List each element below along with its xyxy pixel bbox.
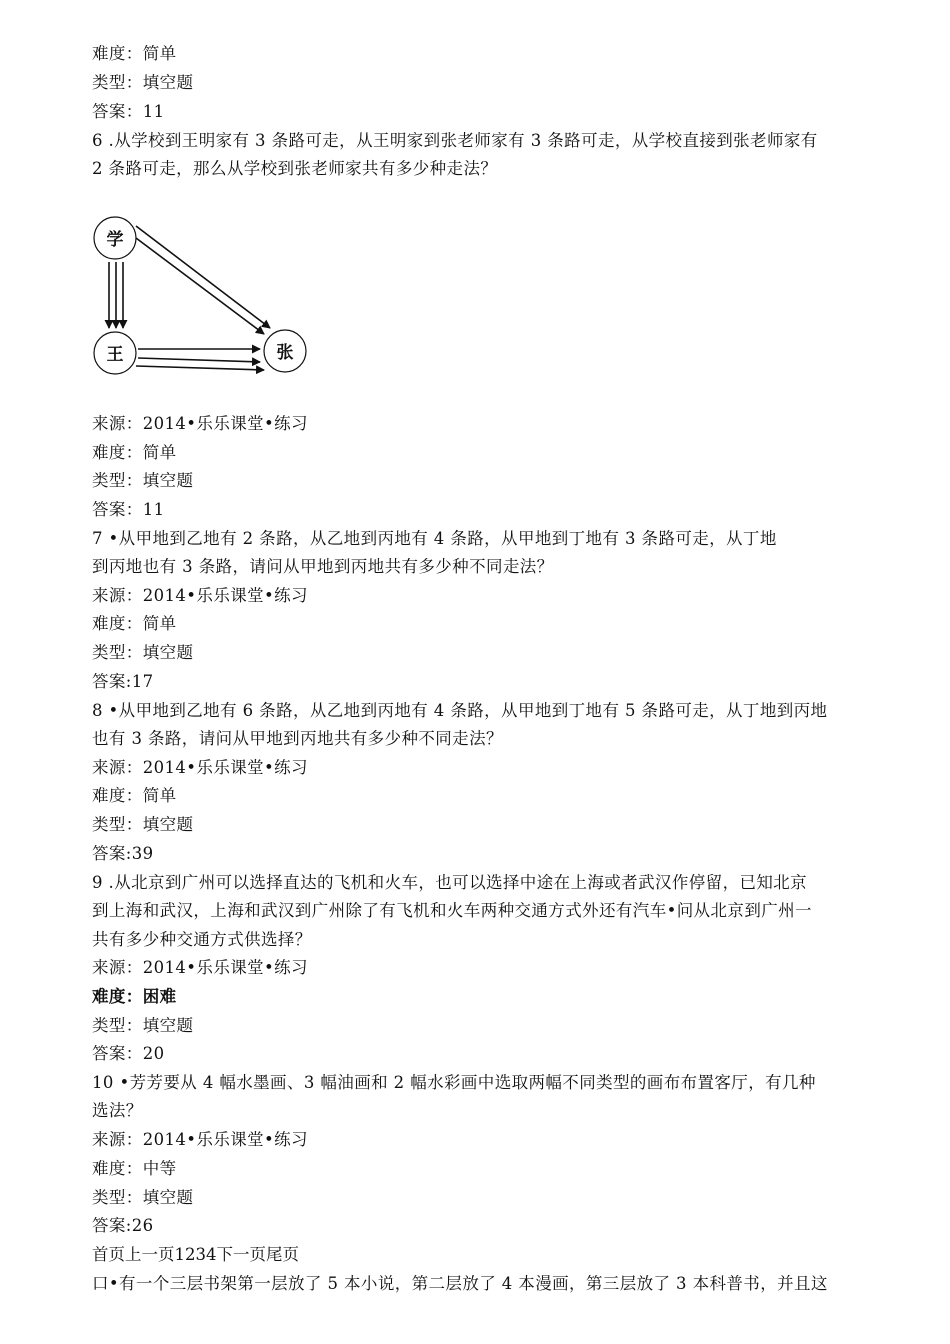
answer-line: 答案:26 [92, 1216, 154, 1235]
type-line: 类型：填空题 [92, 815, 194, 834]
route-arrow [136, 226, 270, 328]
question-6-text-cont: 2 条路可走，那么从学校到张老师家共有多少种走法？ [92, 159, 498, 178]
route-arrow [136, 238, 264, 334]
node-wang-label: 王 [106, 345, 124, 365]
prev-page-link[interactable]: 上一页 [125, 1245, 175, 1264]
difficulty-line: 难度：简单 [92, 786, 177, 805]
source-line: 来源：2014•乐乐课堂•练习 [92, 1130, 308, 1149]
route-arrow [136, 366, 264, 370]
question-10-text-cont: 选法？ [92, 1101, 143, 1120]
page-link-4[interactable]: 4 [206, 1245, 217, 1264]
source-line: 来源：2014•乐乐课堂•练习 [92, 958, 308, 977]
difficulty-line: 难度：简单 [92, 443, 177, 462]
difficulty-line: 难度：简单 [92, 614, 177, 633]
last-page-link[interactable]: 尾页 [266, 1245, 299, 1264]
page-link-1[interactable]: 1 [174, 1245, 185, 1264]
difficulty-line: 难度：困难 [92, 987, 177, 1006]
node-zhang [264, 330, 306, 372]
route-diagram [88, 206, 318, 386]
type-line: 类型：填空题 [92, 73, 194, 92]
answer-line: 答案:17 [92, 672, 154, 691]
question-11-text: 口•有一个三层书架第一层放了 5 本小说，第二层放了 4 本漫画，第三层放了 3 本科普书，并且这 [92, 1274, 828, 1293]
question-10-text: 10 •芳芳要从 4 幅水墨画、3 幅油画和 2 幅水彩画中选取两幅不同类型的画布布置客厅，有几种 [92, 1073, 816, 1092]
node-zhang-label: 张 [276, 343, 294, 363]
type-line: 类型：填空题 [92, 471, 194, 490]
pagination [92, 1243, 299, 1267]
type-line: 类型：填空题 [92, 643, 194, 662]
next-page-link[interactable]: 下一页 [216, 1245, 266, 1264]
answer-line: 答案：11 [92, 102, 165, 121]
difficulty-line: 难度：中等 [92, 1159, 177, 1178]
answer-line: 答案:39 [92, 844, 154, 863]
question-6-text: 6 .从学校到王明家有 3 条路可走，从王明家到张老师家有 3 条路可走，从学校直接到张老师家有 [92, 131, 818, 150]
node-school-label: 学 [106, 230, 124, 250]
type-line: 类型：填空题 [92, 1016, 194, 1035]
question-7-text-cont: 到丙地也有 3 条路，请问从甲地到丙地共有多少种不同走法？ [92, 557, 554, 576]
answer-line: 答案：11 [92, 500, 165, 519]
source-line: 来源：2014•乐乐课堂•练习 [92, 414, 308, 433]
question-9-text-cont: 到上海和武汉，上海和武汉到广州除了有飞机和火车两种交通方式外还有汽车•问从北京到广州一 [92, 901, 812, 920]
answer-line: 答案：20 [92, 1044, 165, 1063]
question-9-text: 9 .从北京到广州可以选择直达的飞机和火车，也可以选择中途在上海或者武汉作停留，已知北京 [92, 873, 808, 892]
route-arrow [138, 358, 260, 362]
page-link-3[interactable]: 3 [195, 1245, 206, 1264]
question-7-text: 7 •从甲地到乙地有 2 条路，从乙地到丙地有 4 条路，从甲地到丁地有 3 条路可走，从丁地 [92, 529, 777, 548]
page-link-2[interactable]: 2 [185, 1245, 196, 1264]
wang-to-zhang-routes [136, 349, 264, 370]
question-9-text-cont: 共有多少种交通方式供选择？ [92, 930, 312, 949]
first-page-link[interactable]: 首页 [92, 1245, 125, 1264]
school-to-wang-routes [109, 262, 123, 328]
source-line: 来源：2014•乐乐课堂•练习 [92, 758, 308, 777]
type-line: 类型：填空题 [92, 1188, 194, 1207]
node-school [94, 217, 136, 259]
question-8-text: 8 •从甲地到乙地有 6 条路，从乙地到丙地有 4 条路，从甲地到丁地有 5 条路可走，从丁地到丙地 [92, 701, 828, 720]
question-8-text-cont: 也有 3 条路，请问从甲地到丙地共有多少种不同走法？ [92, 729, 503, 748]
source-line: 来源：2014•乐乐课堂•练习 [92, 586, 308, 605]
node-wang [94, 332, 136, 374]
difficulty-line: 难度：简单 [92, 44, 177, 63]
school-to-zhang-routes [136, 226, 270, 334]
